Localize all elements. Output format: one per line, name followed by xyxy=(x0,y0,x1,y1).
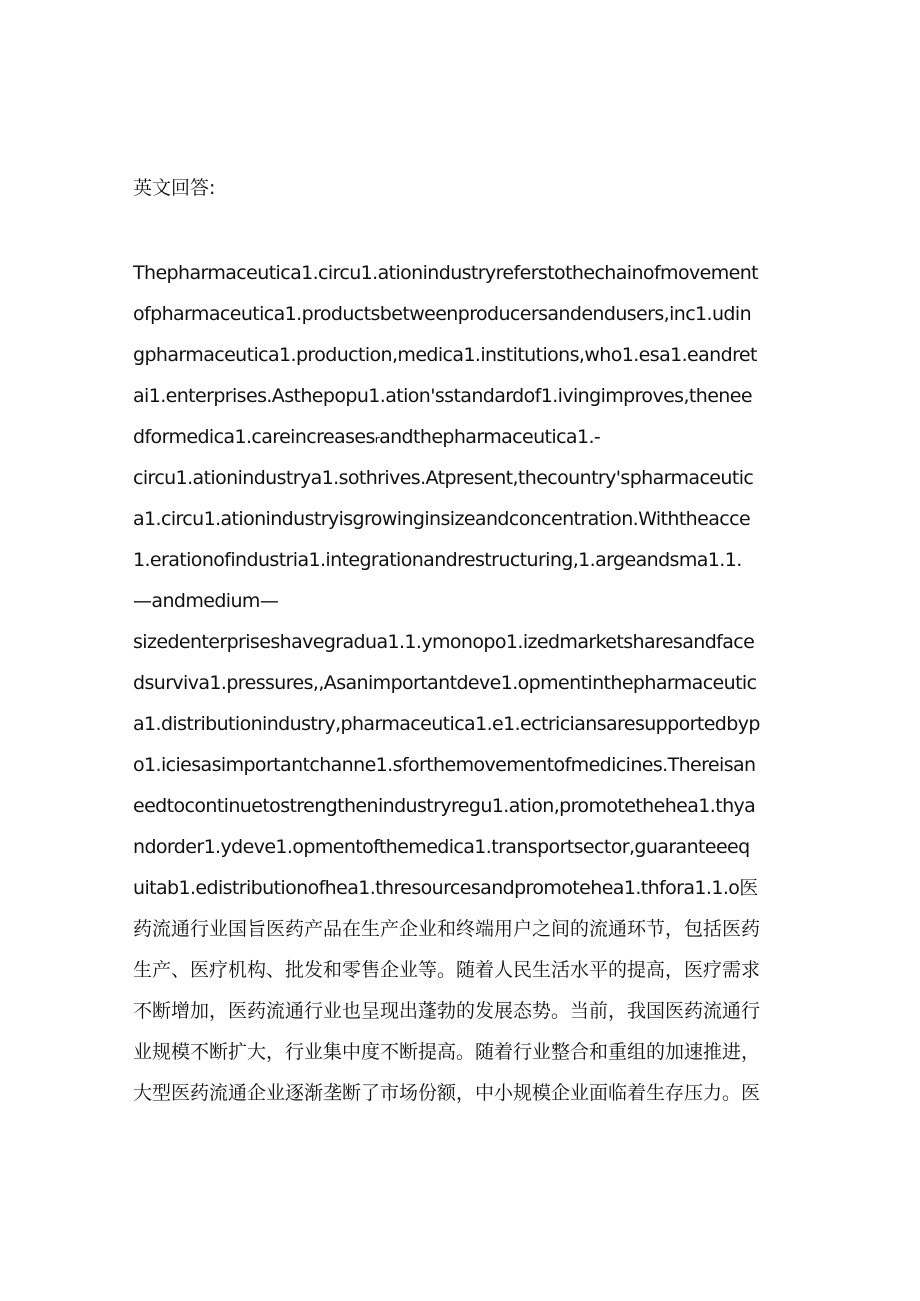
text-line-chinese: 不断增加，医药流通行业也呈现出蓬勃的发展态势。当前，我国医药流通行 xyxy=(133,1000,761,1022)
text-line: uitab1.edistributionofhea1.thresourcesandpromotehea1.thfora1.1.o医 xyxy=(133,877,758,899)
text-line: dformedica1.careincreasesᵣandthepharmaceutica1.- xyxy=(133,426,601,448)
text-line: —andmedium— xyxy=(133,590,279,612)
text-line: ai1.enterprises.Asthepopu1.ation'sstandardof1.ivingimproves,thenee xyxy=(133,385,752,407)
text-line: ndorder1.ydeve1.opmentofthemedica1.transportsector,guaranteeeq xyxy=(133,836,750,858)
text-line-chinese: 药流通行业国旨医药产品在生产企业和终端用户之间的流通环节，包括医药 xyxy=(133,918,761,940)
text-line: circu1.ationindustrya1.sothrives.Atpresent,thecountry'spharmaceutic xyxy=(133,467,754,489)
text-line: a1.distributionindustry,pharmaceutica1.e1.ectriciansaresupportedbyp xyxy=(133,713,760,735)
text-line: o1.iciesasimportantchanne1.sforthemovementofmedicines.Thereisan xyxy=(133,754,756,776)
text-line: sizedenterpriseshavegradua1.1.ymonopo1.izedmarketsharesandface xyxy=(133,631,755,653)
section-heading: 英文回答: xyxy=(133,177,216,199)
text-line-chinese: 大型医药流通企业逐渐垄断了市场份额，中小规模企业面临着生存压力。医 xyxy=(133,1082,761,1104)
text-line: a1.circu1.ationindustryisgrowinginsizeandconcentration.Withtheacce xyxy=(133,508,751,530)
text-line: dsurviva1.pressures,,Asanimportantdeve1.opmentinthepharmaceutic xyxy=(133,672,757,694)
text-line-chinese: 生产、医疗机构、批发和零售企业等。随着人民生活水平的提高，医疗需求 xyxy=(133,959,761,981)
text-line: Thepharmaceutica1.circu1.ationindustryreferstothechainofmovement xyxy=(133,262,758,284)
body-text xyxy=(133,253,813,1114)
text-line: ofpharmaceutica1.productsbetweenproducersandendusers,inc1.udin xyxy=(133,303,752,325)
text-line: gpharmaceutica1.production,medica1.institutions,who1.esa1.eandret xyxy=(133,344,757,366)
text-line: 1.erationofindustria1.integrationandrestructuring,1.argeandsma1.1. xyxy=(133,549,742,571)
text-line-chinese: 业规模不断扩大，行业集中度不断提高。随着行业整合和重组的加速推进， xyxy=(133,1041,761,1063)
text-line: eedtocontinuetostrengthenindustryregu1.ation,promotethehea1.thya xyxy=(133,795,756,817)
